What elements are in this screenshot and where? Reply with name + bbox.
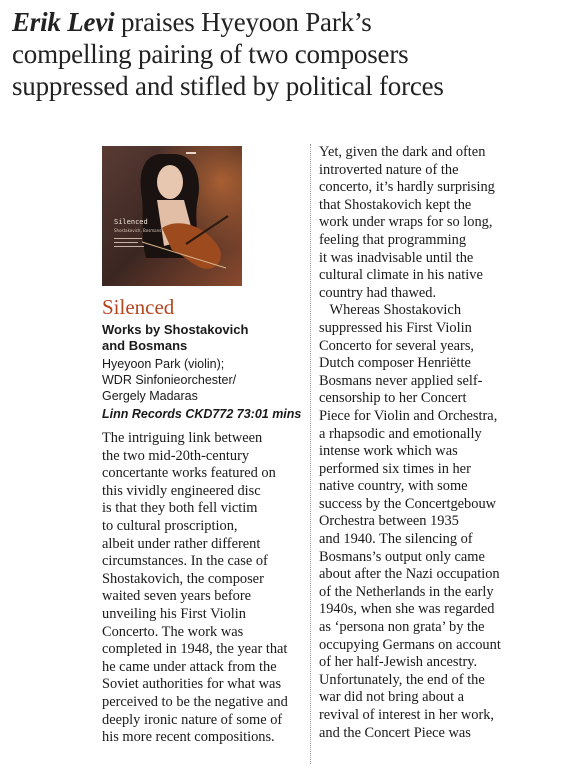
article-line: about after the Nazi occupation xyxy=(319,566,500,583)
article-column-2 xyxy=(319,144,519,742)
article-line: waited seven years before xyxy=(102,588,252,605)
article-line: Orchestra between 1935 xyxy=(319,513,459,530)
review-works-line-1: Works by Shostakovich xyxy=(102,322,249,337)
article-line: circumstances. In the case of xyxy=(102,553,268,570)
article-line: this vividly engineered disc xyxy=(102,482,261,499)
article-line: is that they both fell victim xyxy=(102,500,258,517)
article-line: Soviet authorities for what was xyxy=(102,676,282,693)
article-line: perceived to be the negative and xyxy=(102,693,288,710)
review-works xyxy=(102,322,302,354)
review-label-catalogue: Linn Records CKD772 73:01 mins xyxy=(102,407,302,421)
article-line: unveiling his First Violin xyxy=(102,605,246,622)
article-line: Unfortunately, the end of the xyxy=(319,671,485,688)
article-line: feeling that programming xyxy=(319,231,467,248)
article-line: completed in 1948, the year that xyxy=(102,641,288,658)
article-line: he came under attack from the xyxy=(102,658,277,675)
article-line: his more recent compositions. xyxy=(102,729,275,746)
review-performers-line-1: Hyeyoon Park (violin); xyxy=(102,357,225,371)
article-line: concerto, it’s hardly surprising xyxy=(319,179,495,196)
article-line: and 1940. The silencing of xyxy=(319,531,473,548)
article-line: Dutch composer Henriëtte xyxy=(319,355,471,372)
article-line: Concerto. The work was xyxy=(102,623,244,640)
review-performers-line-3: Gergely Madaras xyxy=(102,389,198,403)
article-line: work under wraps for so long, xyxy=(319,214,493,231)
article-line: Bosmans’s output only came xyxy=(319,548,485,565)
article-column-1 xyxy=(102,430,302,747)
column-divider xyxy=(310,144,311,764)
headline-author: Erik Levi xyxy=(12,7,115,37)
article-line: Piece for Violin and Orchestra, xyxy=(319,407,498,424)
headline-line-1 xyxy=(12,6,572,38)
article-line: to cultural proscription, xyxy=(102,517,238,534)
article-line: country had thawed. xyxy=(319,284,437,301)
headline xyxy=(12,6,572,102)
article-line: revival of interest in her work, xyxy=(319,707,495,723)
album-cover xyxy=(102,146,242,286)
article-line: albeit under rather different xyxy=(102,535,261,552)
article-line: that Shostakovich kept the xyxy=(319,196,472,213)
article-line: Shostakovich, the composer xyxy=(102,570,264,587)
article-line: suppressed his First Violin xyxy=(319,319,472,336)
article-line: performed six times in her xyxy=(319,460,471,477)
article-line: The intriguing link between xyxy=(102,430,263,446)
article-line: of her half-Jewish ancestry. xyxy=(319,654,478,671)
article-line: Whereas Shostakovich xyxy=(319,302,462,319)
review-performers-line-2: WDR Sinfonieorchester/ xyxy=(102,373,237,387)
article-line: the two mid-20th-century xyxy=(102,447,250,464)
review-works-line-2: and Bosmans xyxy=(102,338,188,353)
article-line: native country, with some xyxy=(319,478,468,495)
article-line: and the Concert Piece was xyxy=(319,724,471,741)
album-cover-title: Silenced xyxy=(114,218,148,226)
article-line: Yet, given the dark and often xyxy=(319,144,486,160)
article-line: censorship to her Concert xyxy=(319,390,467,407)
album-cover-art xyxy=(102,146,242,286)
article-line: Concerto for several years, xyxy=(319,337,475,354)
article-line: a rhapsodic and emotionally xyxy=(319,425,482,442)
article-line: cultural climate in his native xyxy=(319,267,483,284)
article-line: introverted nature of the xyxy=(319,161,459,178)
article-line: intense work which was xyxy=(319,443,458,460)
article-line: success by the Concertgebouw xyxy=(319,495,497,512)
article-line: war did not bring about a xyxy=(319,689,465,706)
album-cover-subtitle: Shostakovich, Bosmans xyxy=(114,228,162,233)
article-line: deeply ironic nature of some of xyxy=(102,711,283,728)
headline-line-1-rest: praises Hyeyoon Park’s xyxy=(114,7,372,37)
headline-line-2: compelling pairing of two composers xyxy=(12,39,409,69)
article-line: it was inadvisable until the xyxy=(319,249,474,266)
article-line: Bosmans never applied self- xyxy=(319,372,483,389)
article-line: occupying Germans on account xyxy=(319,636,501,653)
headline-line-3: suppressed and stifled by political forces xyxy=(12,71,444,101)
article-line: 1940s, when she was regarded xyxy=(319,601,495,618)
review-performers xyxy=(102,356,302,404)
review-title: Silenced xyxy=(102,295,175,319)
article-line: of the Netherlands in the early xyxy=(319,583,494,600)
article-line: concertante works featured on xyxy=(102,465,276,482)
article-line: as ‘persona non grata’ by the xyxy=(319,619,485,636)
